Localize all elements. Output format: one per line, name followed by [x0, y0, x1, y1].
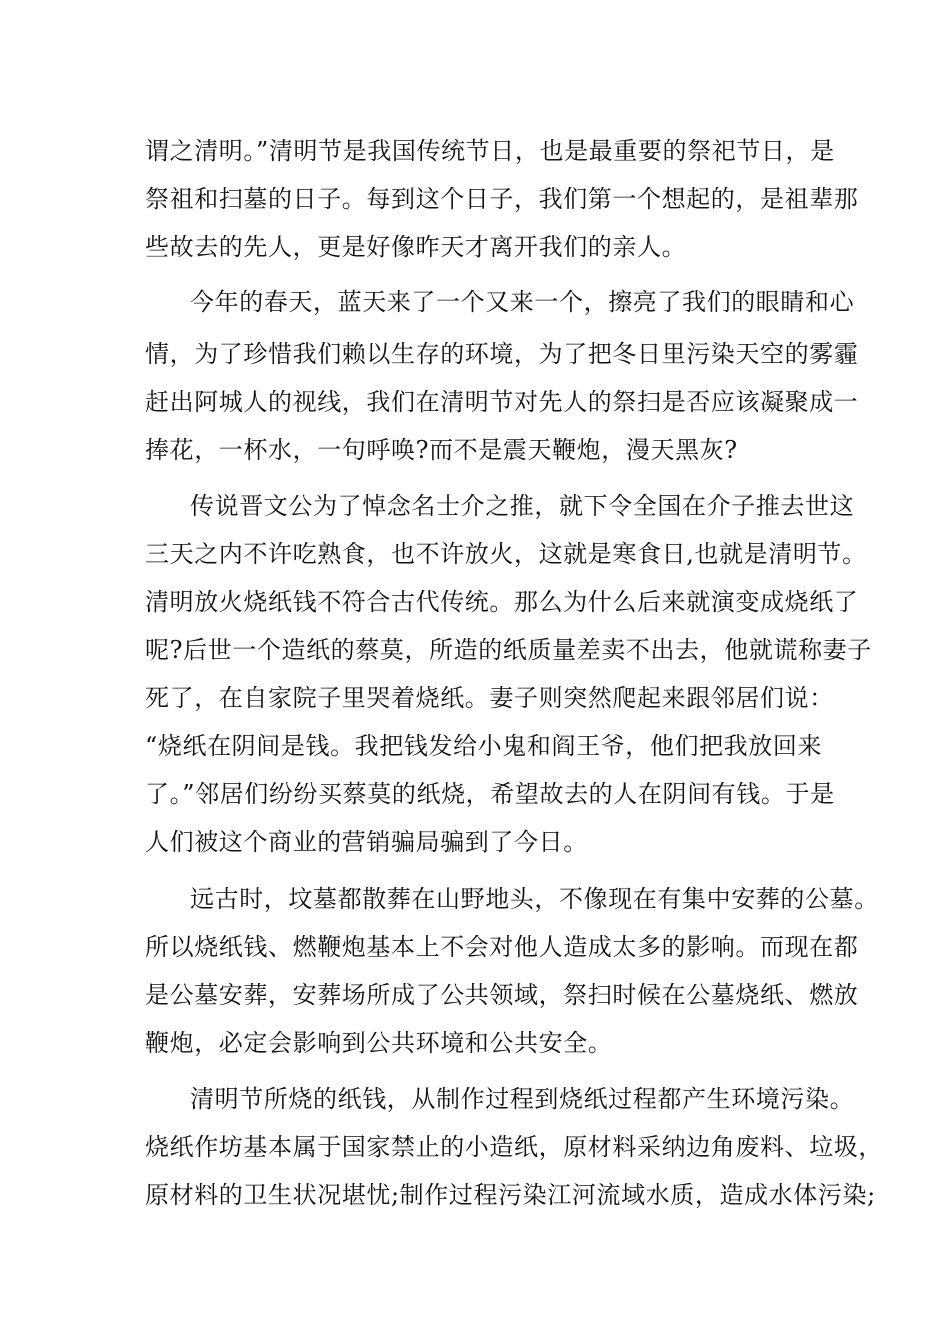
paragraph-5-line-3: 原材料的卫生状况堪忧;制作过程污染江河流域水质，造成水体污染; [145, 1181, 876, 1209]
paragraph-1-line-1: 谓之清明。”清明节是我国传统节日，也是最重要的祭祀节日，是 [145, 137, 835, 165]
paragraph-4-line-3: 是公墓安葬，安葬场所成了公共领域，祭扫时候在公墓烧纸、燃放 [145, 981, 859, 1009]
paragraph-5-line-1: 清明节所烧的纸钱，从制作过程到烧纸过程都产生环境污染。 [190, 1085, 855, 1113]
paragraph-2-line-2: 情，为了珍惜我们赖以生存的环境，为了把冬日里污染天空的雾霾 [145, 340, 859, 368]
paragraph-4-line-1: 远古时，坟墓都散葬在山野地头，不像现在有集中安葬的公墓。 [190, 885, 879, 913]
paragraph-1-line-2: 祭祖和扫墓的日子。每到这个日子，我们第一个想起的，是祖辈那 [145, 185, 859, 213]
paragraph-4-line-2: 所以烧纸钱、燃鞭炮基本上不会对他人造成太多的影响。而现在都 [145, 933, 859, 961]
paragraph-3-line-3: 清明放火烧纸钱不符合古代传统。那么为什么后来就演变成烧纸了 [145, 588, 859, 616]
paragraph-2-line-4: 捧花，一杯水，一句呼唤?而不是震天鞭炮，漫天黑灰? [145, 436, 738, 464]
paragraph-3-line-4: 呢?后世一个造纸的蔡莫，所造的纸质量差卖不出去，他就谎称妻子 [145, 636, 872, 664]
paragraph-4-line-4: 鞭炮，必定会影响到公共环境和公共安全。 [145, 1029, 613, 1057]
paragraph-3-line-2: 三天之内不许吃熟食，也不许放火，这就是寒食日,也就是清明节。 [145, 540, 867, 568]
paragraph-3-line-8: 人们被这个商业的营销骗局骗到了今日。 [145, 828, 588, 856]
paragraph-2-line-3: 赶出阿城人的视线，我们在清明节对先人的祭扫是否应该凝聚成一 [145, 388, 859, 416]
paragraph-3-line-5: 死了，在自家院子里哭着烧纸。妻子则突然爬起来跟邻居们说： [145, 684, 834, 712]
paragraph-1-line-3: 些故去的先人，更是好像昨天才离开我们的亲人。 [145, 233, 687, 261]
paragraph-3-line-6: “烧纸在阴间是钱。我把钱发给小鬼和阎王爷，他们把我放回来 [145, 732, 823, 760]
paragraph-3-line-1: 传说晋文公为了悼念名士介之推，就下令全国在介子推去世这 [190, 492, 855, 520]
paragraph-3-line-7: 了。”邻居们纷纷买蔡莫的纸烧，希望故去的人在阴间有钱。于是 [145, 780, 835, 808]
paragraph-2-line-1: 今年的春天，蓝天来了一个又来一个，擦亮了我们的眼睛和心 [190, 288, 855, 316]
paragraph-5-line-2: 烧纸作坊基本属于国家禁止的小造纸，原材料采纳边角废料、垃圾， [145, 1133, 883, 1161]
